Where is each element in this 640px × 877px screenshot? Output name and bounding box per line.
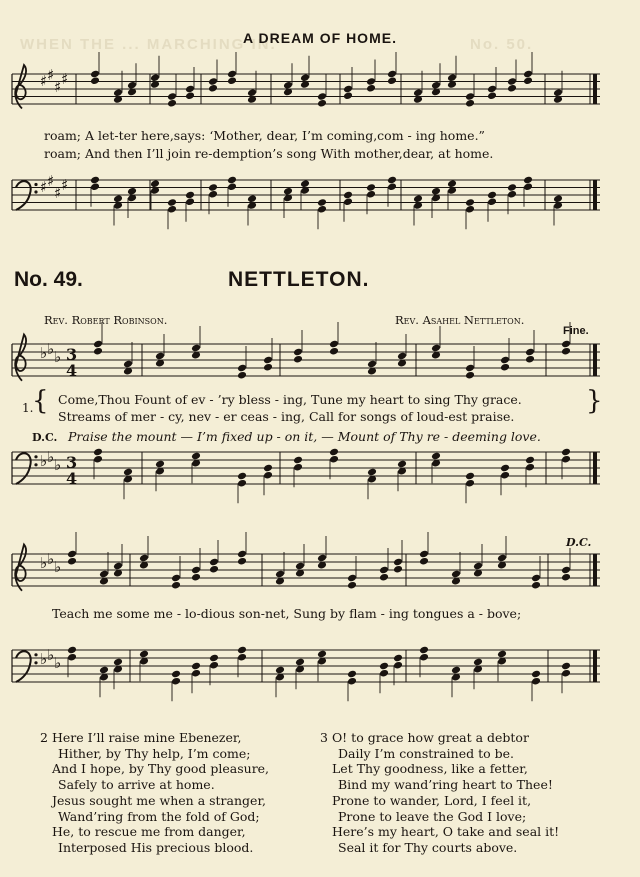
- prev-treble-note: [227, 76, 237, 85]
- n2-bass-note: [113, 658, 123, 667]
- n1-bass-note: [293, 463, 303, 472]
- prev-bass-note: [167, 198, 177, 207]
- n2-treble-endbar-thick: [593, 554, 597, 586]
- prev-treble-note: [387, 76, 397, 85]
- prev-bass-note: [90, 182, 100, 191]
- n1-treble-note: [329, 340, 339, 349]
- prev-treble-note: [283, 81, 293, 90]
- prev-treble-note: [185, 85, 195, 94]
- prev-bass-note: [431, 187, 441, 196]
- verse-3: [320, 730, 559, 856]
- prev-bass-note: [208, 190, 218, 199]
- n2-bass-note: [531, 670, 541, 679]
- n2-treble-note: [561, 573, 571, 582]
- n2-treble-note: [191, 566, 201, 575]
- prev-treble-note: [366, 84, 376, 93]
- prev-bass-note: [185, 197, 195, 206]
- key-flat: ♭: [47, 448, 55, 466]
- prev-bass-note: [185, 191, 195, 200]
- fine-marking: Fine.: [563, 325, 589, 337]
- prev-treble-note: [343, 85, 353, 94]
- n1-bass-note: [155, 460, 165, 469]
- n1-bass-note: [93, 448, 103, 457]
- prev-bass-note: [227, 176, 237, 185]
- prev-bass-note: [413, 194, 423, 203]
- prev-treble-note: [465, 99, 475, 108]
- hymn-author: Rev. Robert Robinson.: [44, 313, 168, 327]
- n1-treble-note: [431, 344, 441, 353]
- n1-treble-note: [329, 347, 339, 356]
- prev-bass-note: [127, 187, 137, 196]
- verse-3-line-7: Here’s my heart, O take and seal it!: [332, 824, 560, 840]
- verse-2-number: 2: [40, 730, 48, 745]
- prev-bass-note: [167, 205, 177, 214]
- n1-treble-note: [465, 371, 475, 380]
- n2-treble-note: [99, 570, 109, 579]
- n2-bass-note: [379, 669, 389, 678]
- n2-bass-note: [99, 666, 109, 675]
- verse-2-line-7: He, to rescue me from danger,: [52, 824, 246, 840]
- prev-treble-note: [317, 92, 327, 101]
- n1-bass-note: [561, 448, 571, 457]
- n2-bass-note: [317, 650, 327, 659]
- prev-bass-note: [343, 191, 353, 200]
- prev-bass-note: [227, 182, 237, 191]
- n1-bass-bass-clef: [16, 453, 31, 484]
- prev-treble-note: [208, 84, 218, 93]
- n1-bass-note: [465, 479, 475, 488]
- n2-treble-note: [561, 566, 571, 575]
- n2-bass-note: [393, 661, 403, 670]
- prev-treble-note: [487, 85, 497, 94]
- n1-treble-note: [397, 352, 407, 361]
- prev-bass-note: [150, 179, 160, 188]
- key-sharp: ♯: [47, 172, 55, 190]
- prev-treble-note: [300, 73, 310, 82]
- n1-treble-endbar-thick: [593, 344, 597, 376]
- prev-treble-note: [387, 70, 397, 79]
- n1-treble-note: [263, 363, 273, 372]
- n1-bass-endbar-thick: [593, 452, 597, 484]
- key-flat: ♭: [54, 558, 62, 576]
- n1-bass-bass-dot: [34, 463, 37, 466]
- n1-bass-note: [237, 479, 247, 488]
- n2-treble-note: [295, 562, 305, 571]
- prev-bass-note: [465, 205, 475, 214]
- running-header: A DREAM OF HOME.: [243, 30, 397, 46]
- previous-hymn-lyric-1: roam; A let-ter here,says: ‘Mother, dear, I’m coming,com - ing home.”: [44, 128, 485, 143]
- n1-treble-time-bottom: 4: [66, 361, 78, 380]
- n2-bass-note: [171, 670, 181, 679]
- n1-bass-note: [525, 463, 535, 472]
- n1-bass-note: [397, 460, 407, 469]
- prev-treble-note: [507, 84, 517, 93]
- bleed-through-left: WHEN THE ... MARCHING IN.: [20, 36, 277, 53]
- n1-treble-note: [367, 360, 377, 369]
- key-flat: ♭: [54, 456, 62, 474]
- n1-treble-note: [561, 347, 571, 356]
- n2-bass-note: [209, 661, 219, 670]
- lyric-line1-dc: Praise the mount — I’m fixed up - on it, — Mount of Thy re - deeming love.: [68, 429, 541, 444]
- prev-bass-bass-dot: [34, 183, 37, 186]
- prev-treble-note: [507, 77, 517, 86]
- n1-bass-note: [237, 472, 247, 481]
- prev-treble-note: [523, 76, 533, 85]
- n1-bass-note: [329, 448, 339, 457]
- verse-2-line-8: Interposed His precious blood.: [58, 839, 254, 855]
- n1-treble-note: [263, 356, 273, 365]
- key-sharp: ♯: [40, 72, 48, 90]
- n1-treble-note: [525, 355, 535, 364]
- n2-bass-note: [191, 662, 201, 671]
- n2-treble-note: [393, 558, 403, 567]
- prev-treble-note: [553, 88, 563, 97]
- n1-treble-note: [293, 348, 303, 357]
- n1-bass-note: [123, 468, 133, 477]
- key-flat: ♭: [40, 344, 48, 362]
- n2-treble-note: [237, 550, 247, 559]
- n2-bass-note: [393, 654, 403, 663]
- n1-bass-note: [293, 456, 303, 465]
- n2-bass-note: [139, 650, 149, 659]
- prev-bass-note: [507, 183, 517, 192]
- verse-3-line-8: Seal it for Thy courts above.: [338, 839, 518, 855]
- lyric-line1-verse1: Come,Thou Fount of ev - ’ry bless - ing, Tune my heart to sing Thy grace.: [58, 392, 522, 407]
- n1-treble-time-top: 3: [66, 345, 78, 364]
- prev-bass-note: [465, 198, 475, 207]
- n1-treble-note: [293, 355, 303, 364]
- n2-bass-bass-clef: [16, 651, 31, 682]
- n2-bass-note: [209, 654, 219, 663]
- n2-treble-note: [473, 562, 483, 571]
- n1-treble-note: [465, 364, 475, 373]
- prev-bass-bass-clef: [16, 181, 31, 210]
- n2-bass-note: [497, 650, 507, 659]
- n2-bass-note: [191, 669, 201, 678]
- n1-bass-note: [500, 464, 510, 473]
- n2-treble-note: [237, 557, 247, 566]
- n2-bass-note: [561, 669, 571, 678]
- prev-treble-note: [317, 99, 327, 108]
- n2-treble-note: [171, 581, 181, 590]
- n1-bass-time-top: 3: [66, 453, 78, 472]
- n2-treble-note: [347, 581, 357, 590]
- n2-treble-note: [393, 565, 403, 574]
- n2-treble-note: [191, 573, 201, 582]
- hymn-title: NETTLETON.: [228, 268, 370, 291]
- n1-treble-note: [237, 364, 247, 373]
- key-flat: ♭: [40, 554, 48, 572]
- n2-treble-note: [67, 557, 77, 566]
- prev-treble-note: [113, 88, 123, 97]
- prev-bass-note: [247, 194, 257, 203]
- verse-2: [40, 730, 269, 856]
- prev-treble-note: [247, 88, 257, 97]
- n1-treble-note: [155, 352, 165, 361]
- prev-bass-note: [447, 179, 457, 188]
- n1-bass-note: [93, 455, 103, 464]
- n2-treble-note: [139, 554, 149, 563]
- key-flat: ♭: [54, 348, 62, 366]
- n1-bass-time-bottom: 4: [66, 469, 78, 488]
- prev-treble-note: [487, 91, 497, 100]
- n1-bass-note: [191, 452, 201, 461]
- prev-bass-note: [366, 183, 376, 192]
- n1-treble-note: [93, 340, 103, 349]
- prev-bass-note: [113, 194, 123, 203]
- prev-bass-note: [317, 205, 327, 214]
- previous-hymn-lyric-2: roam; And then I’ll join re-demption’s song With mother,dear, at home.: [44, 146, 494, 161]
- n2-bass-note: [275, 666, 285, 675]
- prev-treble-note: [343, 91, 353, 100]
- n2-bass-note: [451, 666, 461, 675]
- prev-bass-note: [366, 190, 376, 199]
- n1-bass-note: [329, 455, 339, 464]
- prev-treble-note: [413, 88, 423, 97]
- prev-bass-note: [487, 191, 497, 200]
- n2-treble-treble-clef: [15, 544, 26, 590]
- n2-treble-note: [419, 550, 429, 559]
- prev-treble-note: [447, 73, 457, 82]
- n2-treble-note: [209, 558, 219, 567]
- key-sharp: ♯: [61, 176, 69, 194]
- verse-3-line-2: Daily I’m constrained to be.: [338, 745, 515, 761]
- prev-bass-note: [553, 194, 563, 203]
- n1-treble-note: [123, 360, 133, 369]
- prev-treble-note: [167, 92, 177, 101]
- n2-bass-note: [531, 677, 541, 686]
- n2-treble-note: [67, 550, 77, 559]
- n2-bass-bass-dot: [34, 661, 37, 664]
- key-flat: ♭: [54, 654, 62, 672]
- n2-bass-note: [171, 677, 181, 686]
- n2-treble-note: [379, 566, 389, 575]
- prev-treble-note: [90, 70, 100, 79]
- prev-treble-note: [366, 77, 376, 86]
- prev-bass-note: [507, 190, 517, 199]
- key-flat: ♭: [40, 452, 48, 470]
- prev-treble-note: [523, 70, 533, 79]
- verse-2-line-6: Wand’ring from the fold of God;: [58, 808, 260, 824]
- prev-treble-note: [465, 92, 475, 101]
- n2-bass-note: [419, 653, 429, 662]
- n2-bass-note: [295, 658, 305, 667]
- n2-bass-note: [237, 653, 247, 662]
- key-flat: ♭: [47, 550, 55, 568]
- prev-bass-note: [317, 198, 327, 207]
- prev-treble-note: [227, 70, 237, 79]
- key-sharp: ♯: [47, 66, 55, 84]
- staff-dc-mark: D.C.: [566, 536, 592, 549]
- key-sharp: ♯: [54, 184, 62, 202]
- verse-3-line-1: O! to grace how great a debtor: [331, 730, 529, 745]
- n2-bass-note: [237, 646, 247, 655]
- verse-3-line-4: Bind my wand’ring heart to Thee!: [338, 777, 553, 793]
- n2-treble-note: [317, 554, 327, 563]
- key-sharp: ♯: [40, 178, 48, 196]
- prev-bass-note: [387, 176, 397, 185]
- n1-bass-note: [263, 464, 273, 473]
- n1-treble-note: [500, 356, 510, 365]
- n2-bass-bass-dot: [34, 653, 37, 656]
- lyric-line1-verse2: Streams of mer - cy, nev - er ceas - ing, Call for songs of loud-est praise.: [58, 409, 515, 424]
- n1-bass-note: [561, 455, 571, 464]
- n2-treble-note: [531, 574, 541, 583]
- n2-bass-note: [379, 662, 389, 671]
- n1-bass-note: [263, 471, 273, 480]
- n2-treble-note: [347, 574, 357, 583]
- prev-bass-note: [283, 187, 293, 196]
- lyric-line2: Teach me some me - lo-dious son-net, Sung by flam - ing tongues a - bove;: [52, 606, 522, 621]
- n2-bass-note: [347, 677, 357, 686]
- n2-treble-note: [531, 581, 541, 590]
- prev-bass-note: [90, 176, 100, 185]
- verse-2-line-2: Hither, by Thy help, I’m come;: [58, 745, 251, 761]
- key-flat: ♭: [40, 650, 48, 668]
- hymn-number: No. 49.: [14, 268, 83, 291]
- verse-2-line-1: Here I’ll raise mine Ebenezer,: [51, 730, 242, 745]
- prev-treble-note: [185, 91, 195, 100]
- key-sharp: ♯: [61, 70, 69, 88]
- verse-2-line-5: Jesus sought me when a stranger,: [52, 792, 267, 808]
- prev-bass-note: [343, 197, 353, 206]
- n2-treble-note: [209, 565, 219, 574]
- verse-label: 1.: [22, 401, 34, 415]
- n1-bass-note: [465, 472, 475, 481]
- verse-2-line-3: And I hope, by Thy good pleasure,: [52, 761, 270, 777]
- prev-bass-note: [487, 197, 497, 206]
- key-flat: ♭: [47, 646, 55, 664]
- n1-bass-bass-dot: [34, 455, 37, 458]
- n2-bass-endbar-thick: [593, 650, 597, 682]
- n1-bass-note: [500, 471, 510, 480]
- n1-treble-treble-clef: [15, 334, 26, 380]
- n1-treble-note: [500, 363, 510, 372]
- n2-treble-note: [113, 562, 123, 571]
- n2-bass-note: [347, 670, 357, 679]
- n1-treble-note: [561, 340, 571, 349]
- key-flat: ♭: [47, 340, 55, 358]
- verse-3-line-3: Let Thy goodness, like a fetter,: [332, 761, 528, 777]
- bleed-through-right: No. 50.: [470, 36, 534, 53]
- brace-left: {: [32, 386, 49, 416]
- n1-bass-note: [367, 468, 377, 477]
- n1-treble-note: [93, 347, 103, 356]
- prev-bass-note: [523, 176, 533, 185]
- n1-bass-note: [525, 456, 535, 465]
- n2-treble-note: [497, 554, 507, 563]
- n2-bass-note: [67, 646, 77, 655]
- prev-treble-note: [431, 81, 441, 90]
- prev-bass-note: [387, 182, 397, 191]
- n2-treble-note: [275, 570, 285, 579]
- verse-3-number: 3: [320, 730, 328, 745]
- key-sharp: ♯: [54, 78, 62, 96]
- n2-treble-note: [451, 570, 461, 579]
- prev-treble-note: [150, 73, 160, 82]
- prev-treble-endbar-thick: [593, 74, 597, 104]
- prev-treble-note: [90, 76, 100, 85]
- prev-bass-note: [300, 179, 310, 188]
- n1-treble-note: [191, 344, 201, 353]
- n2-treble-note: [419, 557, 429, 566]
- n2-bass-note: [419, 646, 429, 655]
- n2-bass-note: [473, 658, 483, 667]
- prev-bass-note: [208, 183, 218, 192]
- n2-bass-note: [561, 662, 571, 671]
- prev-bass-endbar-thick: [593, 180, 597, 210]
- prev-treble-treble-clef: [15, 65, 26, 109]
- prev-bass-note: [523, 182, 533, 191]
- n2-treble-note: [379, 573, 389, 582]
- prev-bass-bass-dot: [34, 190, 37, 193]
- n1-treble-note: [525, 348, 535, 357]
- hymn-composer: Rev. Asahel Nettleton.: [395, 313, 525, 327]
- n1-bass-note: [431, 452, 441, 461]
- verse-2-line-4: Safely to arrive at home.: [58, 777, 215, 793]
- n1-treble-note: [237, 371, 247, 380]
- dc-line-label: D.C.: [32, 431, 58, 444]
- prev-treble-note: [167, 99, 177, 108]
- prev-treble-note: [208, 77, 218, 86]
- n2-bass-note: [67, 653, 77, 662]
- verse-3-line-6: Prone to leave the God I love;: [338, 808, 527, 824]
- prev-treble-note: [127, 81, 137, 90]
- n2-treble-note: [171, 574, 181, 583]
- brace-right: }: [586, 386, 603, 416]
- verse-3-line-5: Prone to wander, Lord, I feel it,: [332, 792, 532, 808]
